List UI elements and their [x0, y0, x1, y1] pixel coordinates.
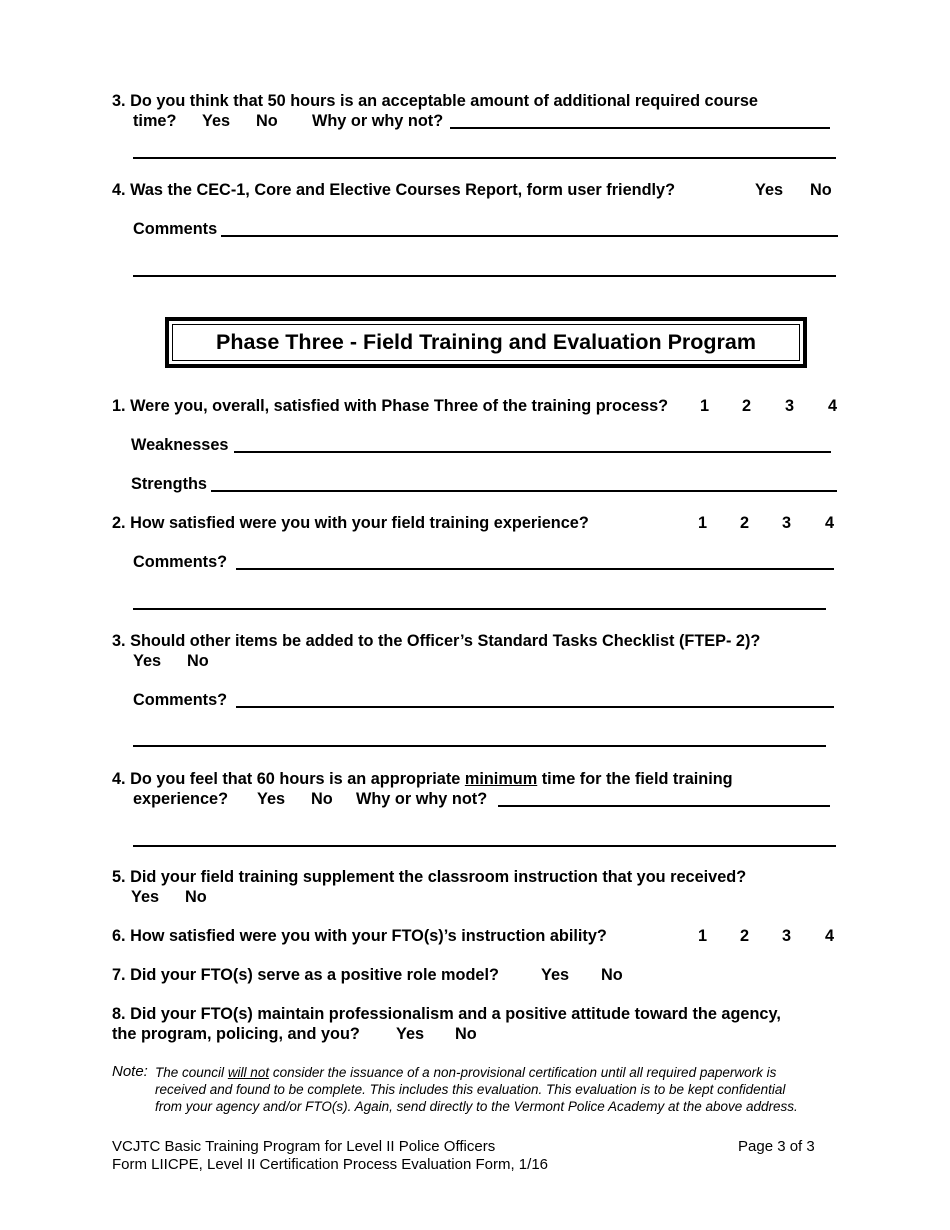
note-line1 — [155, 1064, 776, 1081]
p3-q4-question — [112, 769, 733, 789]
note-label: Note: — [112, 1063, 148, 1080]
p3-q3-comments-label: Comments? — [133, 691, 228, 709]
p3-q2-rating-2[interactable]: 2 — [740, 514, 750, 532]
p2-q4-no[interactable]: No — [810, 181, 832, 199]
p3-q3-comments-line-2[interactable] — [133, 745, 826, 747]
p2-q3-answer-line-2[interactable] — [133, 157, 836, 159]
p3-q4-question-post: time for the field training — [541, 770, 733, 788]
p2-q4-comments-line[interactable] — [221, 235, 838, 237]
p3-q4-no[interactable]: No — [311, 790, 333, 808]
p3-q4-question-minimum: minimum — [464, 770, 538, 788]
p3-q1-rating-2[interactable]: 2 — [742, 397, 752, 415]
p3-q4-why-label: Why or why not? — [356, 790, 488, 808]
p3-q6-rating-4[interactable]: 4 — [825, 927, 835, 945]
p3-q4-yes[interactable]: Yes — [257, 790, 286, 808]
p3-q1-rating-3[interactable]: 3 — [785, 397, 795, 415]
note-will-not: will not — [227, 1065, 270, 1080]
p3-q4-answer-line[interactable] — [498, 805, 830, 807]
p3-q5-yes[interactable]: Yes — [131, 888, 160, 906]
note-line1-pre: The council — [155, 1065, 225, 1080]
p3-q1-rating-1[interactable]: 1 — [700, 397, 710, 415]
footer-form-id: Form LIICPE, Level II Certification Process Evaluation Form, 1/16 — [112, 1156, 549, 1173]
p3-q6-question: 6. How satisfied were you with your FTO(s)’s instruction ability? — [112, 927, 607, 945]
p2-q3-answer-line[interactable] — [450, 127, 830, 129]
p3-q2-comments-label: Comments? — [133, 553, 228, 571]
p3-q1-question: 1. Were you, overall, satisfied with Phase Three of the training process? — [112, 397, 669, 415]
p3-q4-answer-line-2[interactable] — [133, 845, 836, 847]
p2-q3-why-label: Why or why not? — [312, 112, 444, 130]
p3-q1-weaknesses-label: Weaknesses — [131, 436, 229, 454]
p2-q4-question: 4. Was the CEC-1, Core and Elective Courses Report, form user friendly? — [112, 181, 676, 199]
p3-q1-weaknesses-line[interactable] — [234, 451, 831, 453]
p3-q1-rating-4[interactable]: 4 — [828, 397, 838, 415]
p3-q2-rating-3[interactable]: 3 — [782, 514, 792, 532]
p3-q5-question: 5. Did your field training supplement the classroom instruction that you received? — [112, 868, 747, 886]
p3-q3-yes[interactable]: Yes — [133, 652, 162, 670]
note-line3: from your agency and/or FTO(s). Again, send directly to the Vermont Police Academy at the above address. — [155, 1099, 798, 1114]
p3-q3-question: 3. Should other items be added to the Officer’s Standard Tasks Checklist (FTEP- 2)? — [112, 632, 761, 650]
p2-q4-yes[interactable]: Yes — [755, 181, 784, 199]
p3-q6-rating-3[interactable]: 3 — [782, 927, 792, 945]
p3-q2-rating-1[interactable]: 1 — [698, 514, 708, 532]
p3-q8-no[interactable]: No — [455, 1025, 477, 1043]
p3-q2-comments-line[interactable] — [236, 568, 834, 570]
p3-q1-strengths-line[interactable] — [211, 490, 837, 492]
p3-q2-question: 2. How satisfied were you with your field training experience? — [112, 514, 589, 532]
p2-q3-line1: 3. Do you think that 50 hours is an acceptable amount of additional required course — [112, 92, 758, 110]
p3-q4-experience: experience? — [133, 790, 229, 808]
p3-q2-rating-4[interactable]: 4 — [825, 514, 835, 532]
p3-q8-line2: the program, policing, and you? — [112, 1025, 360, 1043]
p3-q8-line1: 8. Did your FTO(s) maintain professionalism and a positive attitude toward the agency, — [112, 1005, 781, 1023]
note-line2: received and found to be complete. This includes this evaluation. This evaluation is to be kept confidential — [155, 1082, 786, 1097]
p3-q3-comments-line[interactable] — [236, 706, 834, 708]
p3-q6-rating-1[interactable]: 1 — [698, 927, 708, 945]
p3-q7-question: 7. Did your FTO(s) serve as a positive role model? — [112, 966, 499, 984]
footer-page-number: Page 3 of 3 — [738, 1138, 815, 1155]
p2-q3-no[interactable]: No — [256, 112, 278, 130]
phase3-title: Phase Three - Field Training and Evaluation Program — [215, 330, 756, 354]
note-line1-post: consider the issuance of a non-provisional certification until all required paperwork is — [272, 1065, 777, 1080]
p3-q7-no[interactable]: No — [601, 966, 623, 984]
p3-q4-question-pre: 4. Do you feel that 60 hours is an appropriate — [112, 770, 461, 788]
p3-q6-rating-2[interactable]: 2 — [740, 927, 750, 945]
p3-q7-yes[interactable]: Yes — [541, 966, 570, 984]
p3-q8-yes[interactable]: Yes — [396, 1025, 425, 1043]
p2-q4-comments-line-2[interactable] — [133, 275, 836, 277]
phase3-title-box — [165, 317, 807, 368]
footer-program: VCJTC Basic Training Program for Level II Police Officers — [112, 1138, 496, 1155]
p3-q5-no[interactable]: No — [185, 888, 207, 906]
p3-q2-comments-line-2[interactable] — [133, 608, 826, 610]
p2-q3-time: time? — [133, 112, 177, 130]
p2-q4-comments-label: Comments — [133, 220, 218, 238]
p2-q3-yes[interactable]: Yes — [202, 112, 231, 130]
p3-q3-no[interactable]: No — [187, 652, 209, 670]
p3-q1-strengths-label: Strengths — [131, 475, 207, 493]
